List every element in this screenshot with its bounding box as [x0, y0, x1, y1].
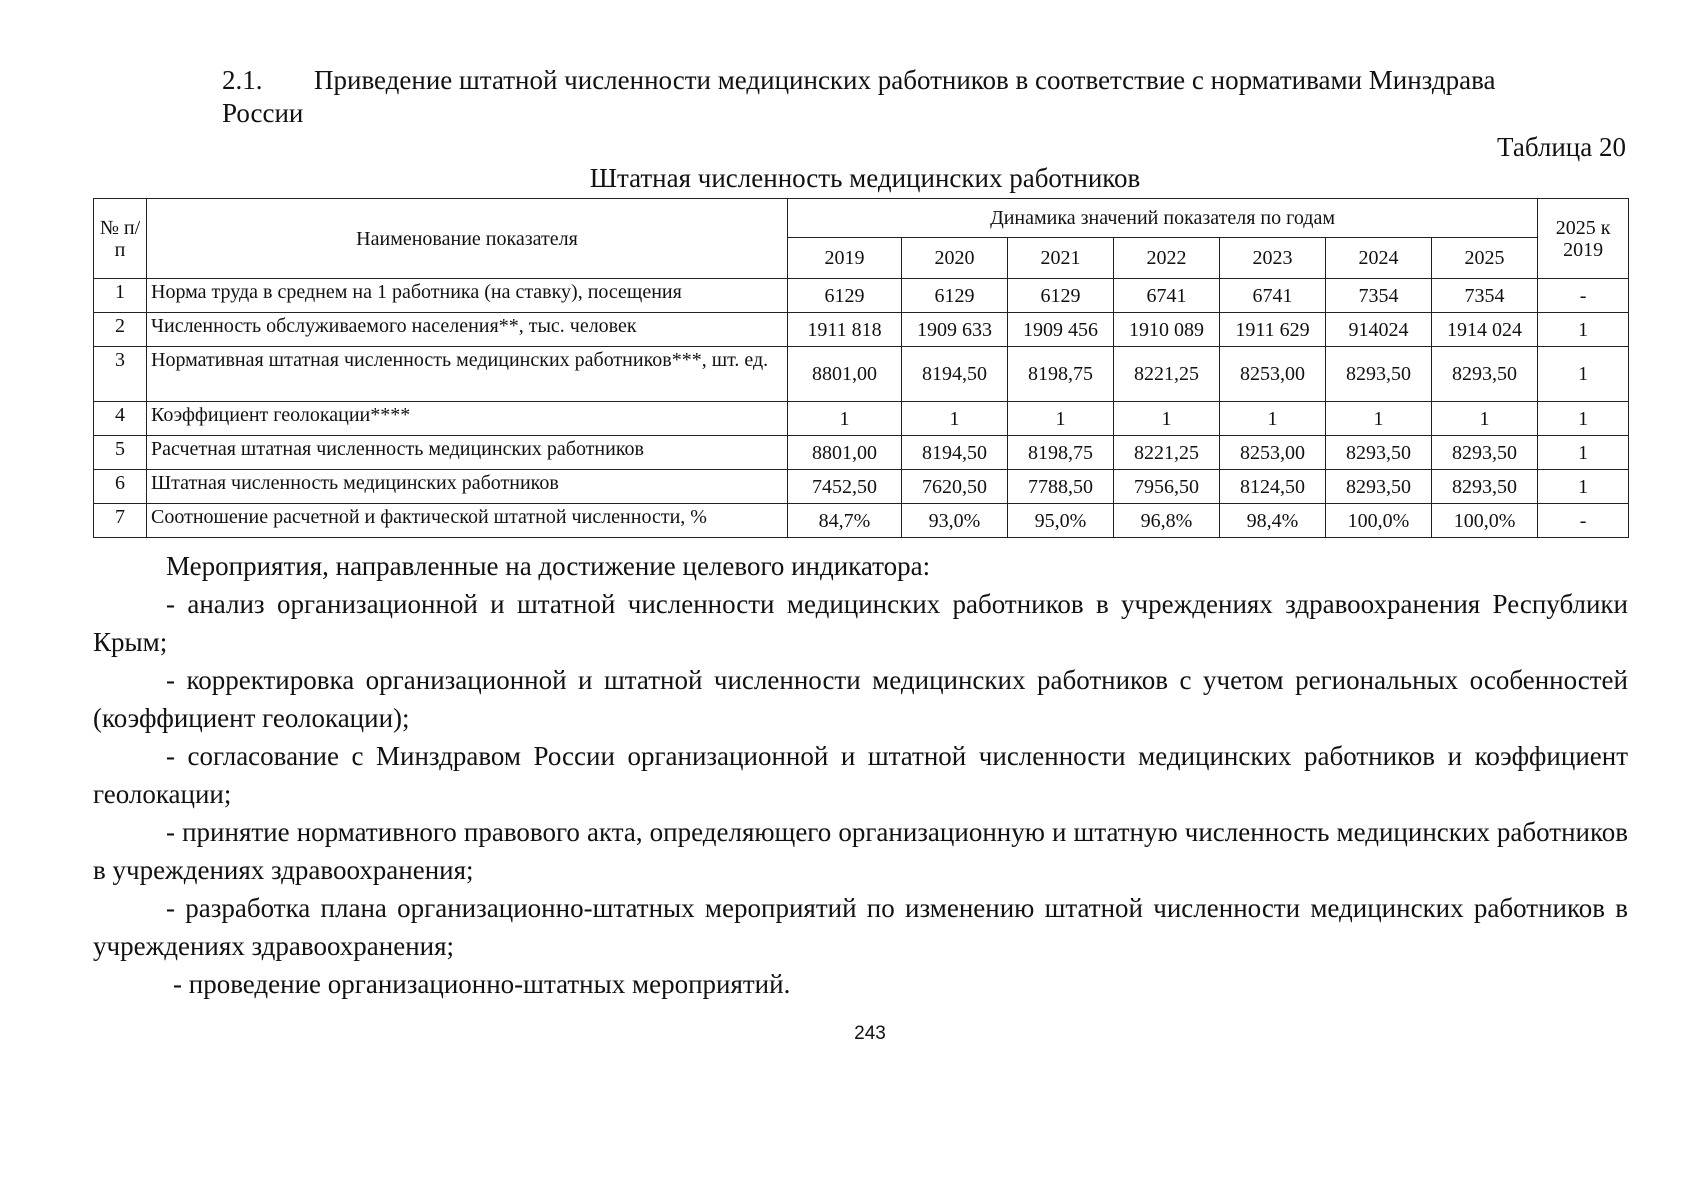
row-value: 1 [1432, 402, 1538, 436]
measures-intro: Мероприятия, направленные на достижение целевого индикатора: [166, 551, 931, 581]
row-value: 6129 [1008, 279, 1114, 313]
table-row [94, 313, 1629, 347]
row-value: 1911 629 [1220, 313, 1326, 347]
row-value: 8253,00 [1220, 436, 1326, 470]
table-row [94, 347, 1629, 402]
row-ratio: 1 [1538, 313, 1629, 347]
staffing-table [93, 198, 1629, 538]
section-heading [222, 64, 1632, 130]
row-value: 914024 [1326, 313, 1432, 347]
section-title: Приведение штатной численности медицинских работников в соответствие с нормативами Минздрава [314, 65, 1496, 95]
table-title: Штатная численность медицинских работников [589, 163, 1141, 193]
table-row [94, 402, 1629, 436]
row-value: 6741 [1114, 279, 1220, 313]
row-number: 7 [94, 504, 147, 538]
row-indicator-name: Штатная численность медицинских работников [147, 470, 788, 504]
row-value: 1 [1326, 402, 1432, 436]
row-value: 6741 [1220, 279, 1326, 313]
row-value: 6129 [902, 279, 1008, 313]
measure-item: - анализ организационной и штатной численности медицинских работников в учреждениях здравоохранения Республики Крым; [93, 589, 1628, 657]
header-year: 2019 [788, 238, 902, 279]
header-year: 2024 [1326, 238, 1432, 279]
header-indicator-name: Наименование показателя [147, 199, 788, 279]
row-ratio: 1 [1538, 470, 1629, 504]
row-value: 8293,50 [1432, 347, 1538, 402]
row-value: 1910 089 [1114, 313, 1220, 347]
row-indicator-name: Норма труда в среднем на 1 работника (на ставку), посещения [147, 279, 788, 313]
row-value: 1914 024 [1432, 313, 1538, 347]
row-value: 1 [902, 402, 1008, 436]
row-number: 1 [94, 279, 147, 313]
row-value: 84,7% [788, 504, 902, 538]
header-year: 2023 [1220, 238, 1326, 279]
row-number: 3 [94, 347, 147, 402]
header-year: 2021 [1008, 238, 1114, 279]
row-value: 1 [788, 402, 902, 436]
row-value: 8801,00 [788, 347, 902, 402]
row-indicator-name: Расчетная штатная численность медицинских работников [147, 436, 788, 470]
row-ratio: - [1538, 279, 1629, 313]
row-value: 8253,00 [1220, 347, 1326, 402]
row-value: 96,8% [1114, 504, 1220, 538]
row-value: 7788,50 [1008, 470, 1114, 504]
row-value: 8198,75 [1008, 436, 1114, 470]
row-value: 1909 456 [1008, 313, 1114, 347]
row-value: 8293,50 [1326, 347, 1432, 402]
row-number: 4 [94, 402, 147, 436]
section-number: 2.1. [222, 65, 263, 95]
row-value: 8293,50 [1326, 436, 1432, 470]
row-value: 100,0% [1326, 504, 1432, 538]
row-ratio: - [1538, 504, 1629, 538]
row-number: 2 [94, 313, 147, 347]
table-row [94, 279, 1629, 313]
row-value: 1 [1114, 402, 1220, 436]
row-value: 8221,25 [1114, 347, 1220, 402]
page-number: 243 [854, 1023, 886, 1044]
row-value: 7956,50 [1114, 470, 1220, 504]
row-ratio: 1 [1538, 436, 1629, 470]
row-ratio: 1 [1538, 347, 1629, 402]
measure-item: - принятие нормативного правового акта, определяющего организационную и штатную численность медицинских работников в учреждениях здравоохранения; [93, 817, 1628, 885]
measure-item: - разработка плана организационно-штатных мероприятий по изменению штатной численности медицинских работников в учреждениях здравоохранения; [93, 893, 1628, 961]
measure-item: - согласование с Минздравом России организационной и штатной численности медицинских работников и коэффициент геолокации; [93, 741, 1628, 809]
header-ratio: 2025 к 2019 [1538, 199, 1629, 279]
row-value: 7354 [1326, 279, 1432, 313]
row-value: 93,0% [902, 504, 1008, 538]
row-value: 8124,50 [1220, 470, 1326, 504]
header-year: 2022 [1114, 238, 1220, 279]
table-row [94, 436, 1629, 470]
row-value: 8198,75 [1008, 347, 1114, 402]
header-number: № п/п [94, 199, 147, 279]
row-indicator-name: Численность обслуживаемого населения**, тыс. человек [147, 313, 788, 347]
section-title-continuation: России [222, 98, 304, 128]
row-value: 8801,00 [788, 436, 902, 470]
header-year: 2020 [902, 238, 1008, 279]
row-value: 95,0% [1008, 504, 1114, 538]
row-value: 7452,50 [788, 470, 902, 504]
row-value: 8293,50 [1432, 436, 1538, 470]
row-value: 6129 [788, 279, 902, 313]
row-value: 8293,50 [1432, 470, 1538, 504]
row-number: 6 [94, 470, 147, 504]
table-row [94, 470, 1629, 504]
row-indicator-name: Коэффициент геолокации**** [147, 402, 788, 436]
table-label: Таблица 20 [1497, 132, 1626, 162]
row-value: 1 [1008, 402, 1114, 436]
row-indicator-name: Соотношение расчетной и фактической штатной численности, % [147, 504, 788, 538]
measures-text [93, 547, 1628, 1003]
row-value: 1 [1220, 402, 1326, 436]
row-value: 8194,50 [902, 436, 1008, 470]
row-value: 1911 818 [788, 313, 902, 347]
measure-item: - проведение организационно-штатных мероприятий. [173, 969, 791, 999]
row-value: 1909 633 [902, 313, 1008, 347]
header-year: 2025 [1432, 238, 1538, 279]
row-value: 98,4% [1220, 504, 1326, 538]
row-ratio: 1 [1538, 402, 1629, 436]
row-value: 7620,50 [902, 470, 1008, 504]
row-value: 8293,50 [1326, 470, 1432, 504]
header-dynamics: Динамика значений показателя по годам [788, 199, 1538, 238]
row-value: 7354 [1432, 279, 1538, 313]
row-value: 100,0% [1432, 504, 1538, 538]
row-value: 8221,25 [1114, 436, 1220, 470]
measure-item: - корректировка организационной и штатной численности медицинских работников с учетом региональных особенностей (коэффициент геолокации); [93, 665, 1628, 733]
row-number: 5 [94, 436, 147, 470]
table-row [94, 504, 1629, 538]
row-indicator-name: Нормативная штатная численность медицинских работников***, шт. ед. [147, 347, 788, 402]
row-value: 8194,50 [902, 347, 1008, 402]
